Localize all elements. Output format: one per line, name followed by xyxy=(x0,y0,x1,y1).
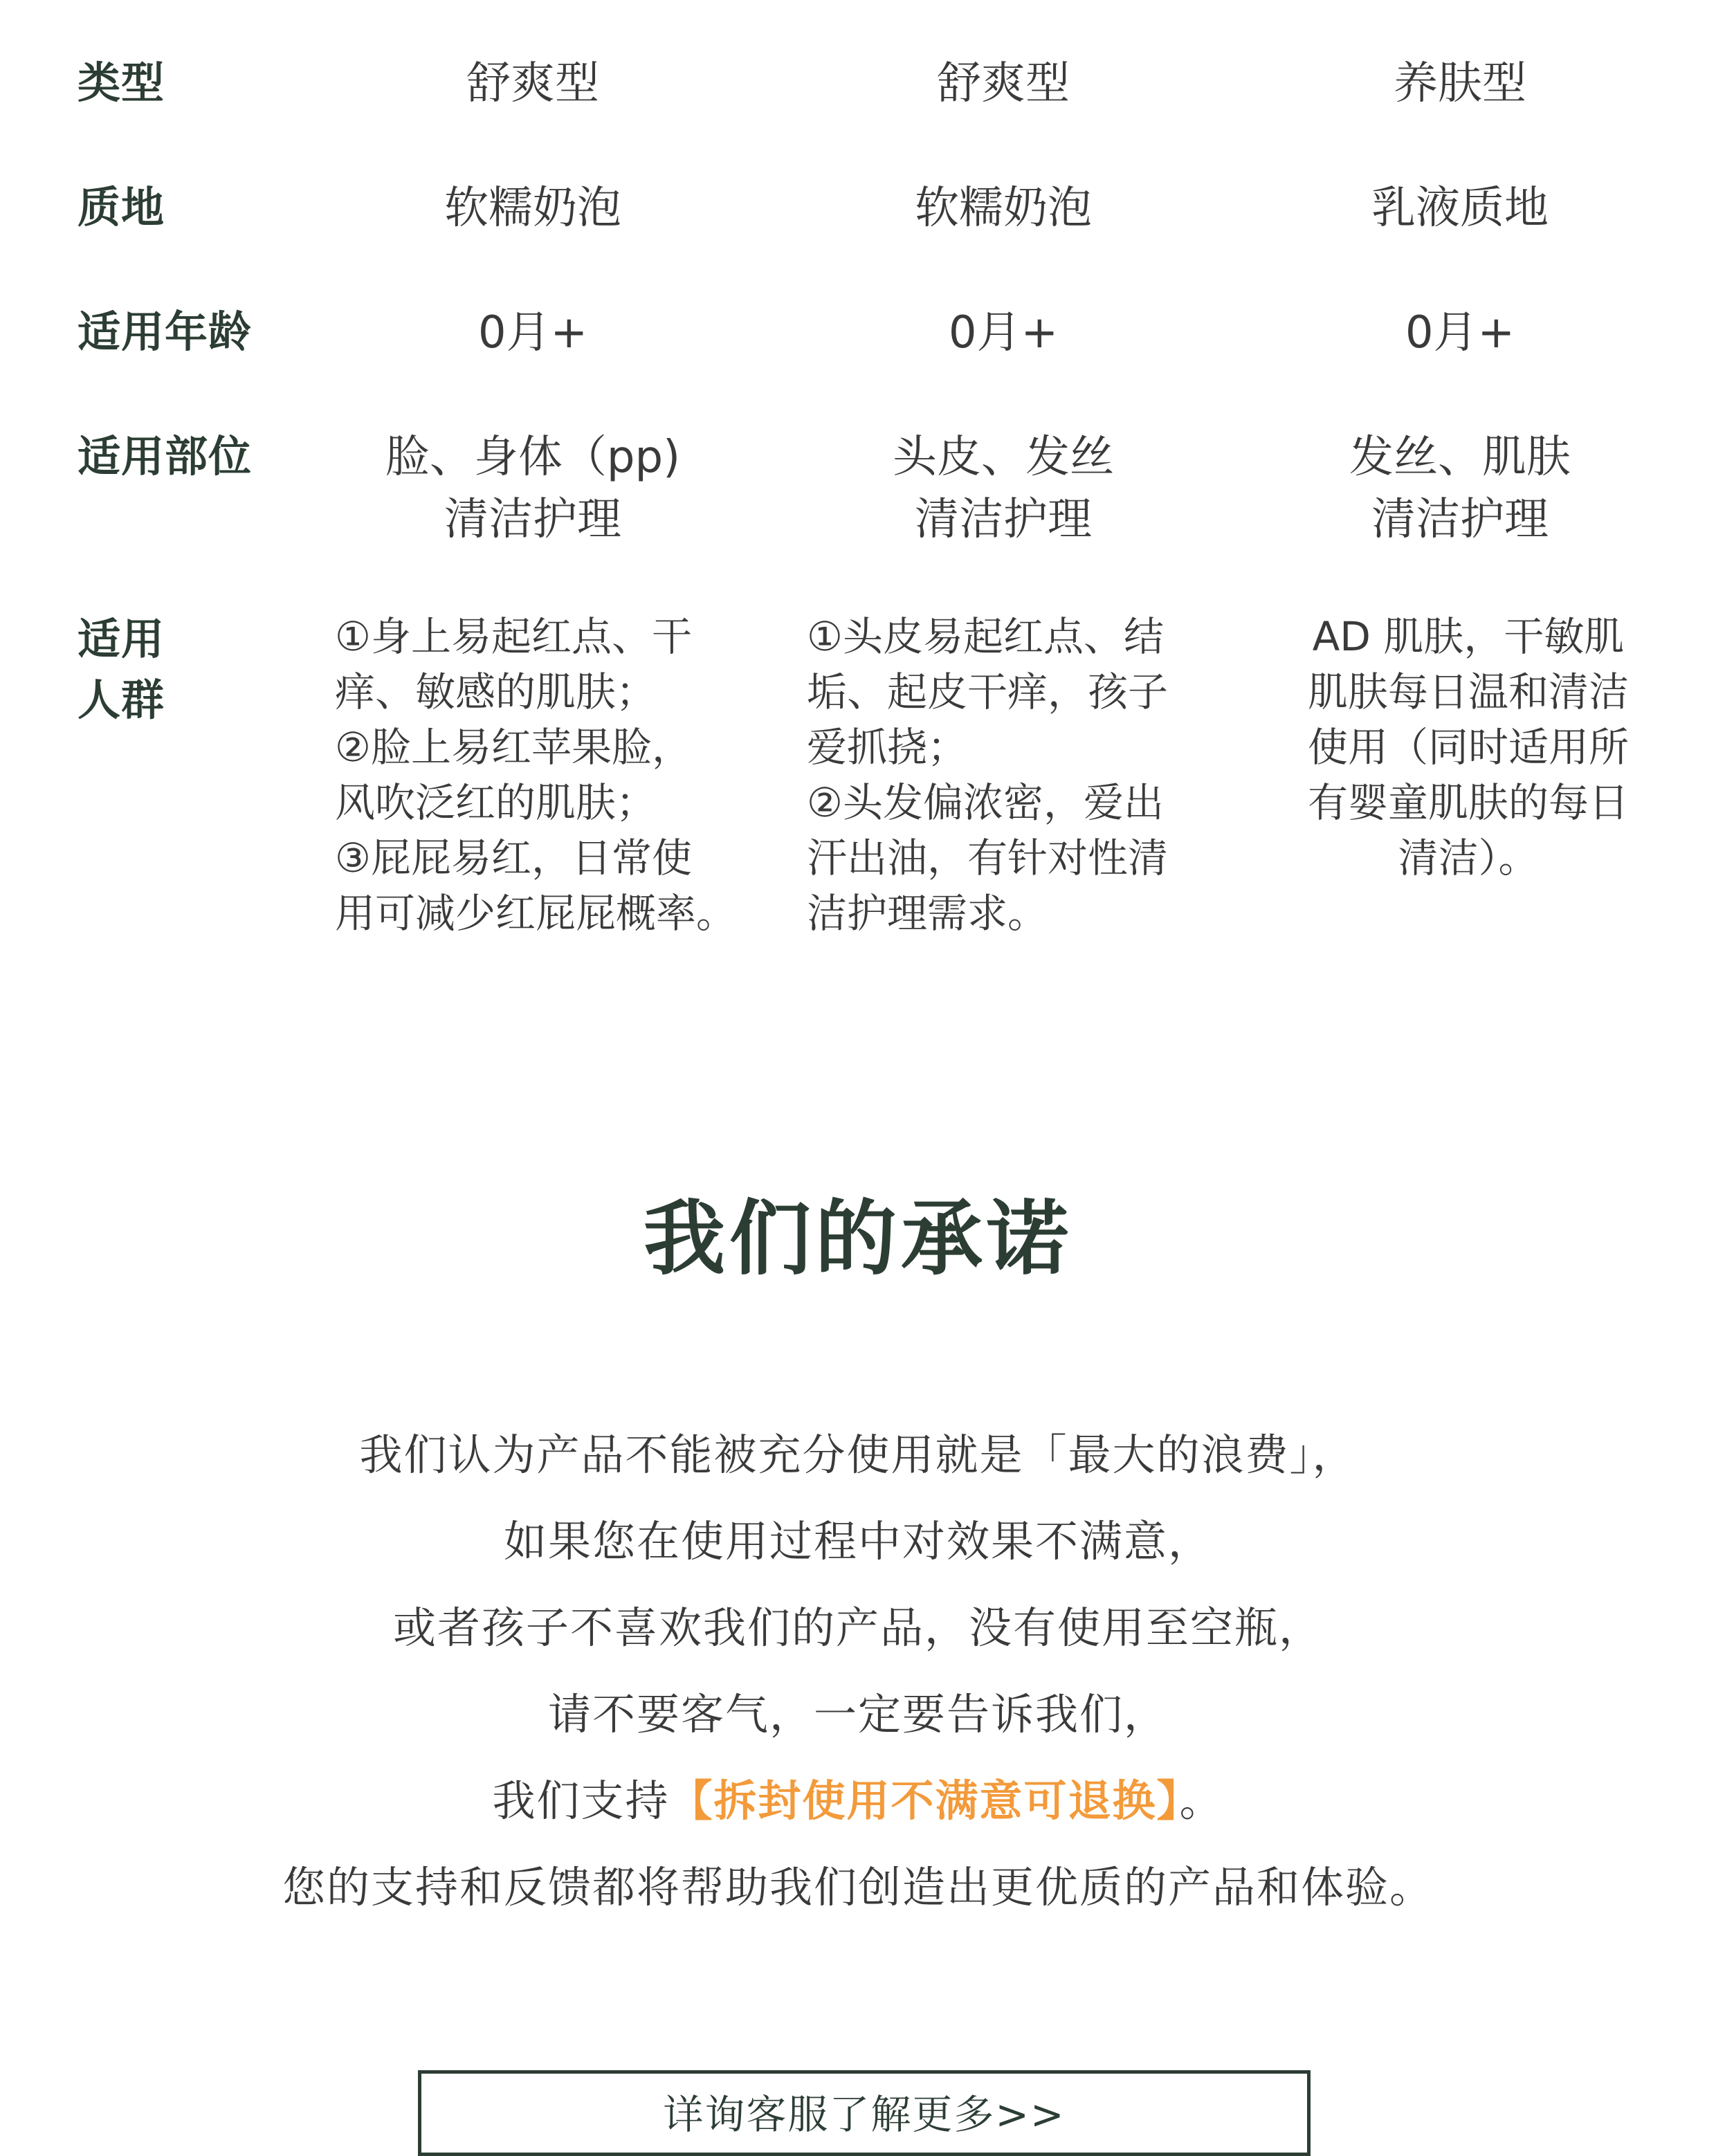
cell-value xyxy=(325,426,740,551)
cell-line: 汗出油，有针对性清 xyxy=(807,834,1169,881)
cell-value: 0月+ xyxy=(948,307,1059,358)
cell-line: 清洁护理 xyxy=(1371,494,1549,545)
cell-line: ①头皮易起红点、结 xyxy=(807,613,1164,660)
cell-value xyxy=(796,426,1211,551)
row-label-line: 人群 xyxy=(77,675,165,725)
cell-line: 清洁护理 xyxy=(444,494,621,545)
promise-text xyxy=(0,1412,1716,1930)
cell-value xyxy=(335,609,778,941)
promise-line: 我们认为产品不能被充分使用就是「最大的浪费」， xyxy=(359,1429,1357,1480)
cell-value: 0月+ xyxy=(1405,307,1515,358)
cell-line: 用可减少红屁屁概率。 xyxy=(335,890,737,937)
cell-value: 养肤型 xyxy=(1394,58,1526,109)
cell-line: 风吹泛红的肌肤； xyxy=(335,779,657,826)
promise-support-line xyxy=(0,1757,1716,1844)
cell-line: 垢、起皮干痒，孩子 xyxy=(807,668,1169,715)
cell-line: 发丝、肌肤 xyxy=(1349,432,1571,483)
cell-value: 软糯奶泡 xyxy=(915,183,1092,234)
support-highlight: 【拆封使用不满意可退换】 xyxy=(669,1775,1180,1826)
cell-line: 洁护理需求。 xyxy=(807,890,1048,937)
support-suffix: 。 xyxy=(1179,1775,1224,1826)
cell-line: 清洁护理 xyxy=(915,494,1092,545)
promise-heading: 我们的承诺 xyxy=(643,1191,1072,1286)
cell-value xyxy=(807,609,1222,941)
cell-line: 肌肤每日温和清洁 xyxy=(1307,668,1629,715)
cell-line: AD 肌肤，干敏肌 xyxy=(1312,613,1625,660)
promise-line: 如果您在使用过程中对效果不满意， xyxy=(503,1516,1212,1566)
row-label xyxy=(77,609,165,731)
cell-line: 使用（同时适用所 xyxy=(1307,724,1629,771)
cell-line: ②脸上易红苹果脸， xyxy=(335,724,692,771)
cell-value xyxy=(1281,609,1655,886)
cell-line: 有婴童肌肤的每日 xyxy=(1307,779,1629,826)
cell-value: 舒爽型 xyxy=(466,58,599,109)
cell-line: ①身上易起红点、干 xyxy=(335,613,692,660)
cell-line: 脸、身体（pp) xyxy=(385,432,681,483)
cell-line: ②头发偏浓密，爱出 xyxy=(807,779,1164,826)
promise-line: 请不要客气，一定要告诉我们， xyxy=(547,1689,1168,1739)
contact-service-button[interactable]: 详询客服了解更多>> xyxy=(418,2070,1311,2156)
cell-value: 乳液质地 xyxy=(1371,183,1549,234)
cell-line: 头皮、发丝 xyxy=(893,432,1114,483)
promise-line: 您的支持和反馈都将帮助我们创造出更优质的产品和体验。 xyxy=(282,1862,1434,1912)
row-label: 适用年龄 xyxy=(77,307,253,357)
support-prefix: 我们支持 xyxy=(492,1775,670,1826)
cell-line: 痒、敏感的肌肤； xyxy=(335,668,657,715)
promise-line: 或者孩子不喜欢我们的产品，没有使用至空瓶， xyxy=(392,1602,1323,1653)
row-label: 质地 xyxy=(77,182,165,232)
cell-line: 爱抓挠； xyxy=(807,724,968,771)
row-label-line: 适用 xyxy=(77,614,165,664)
row-label: 适用部位 xyxy=(77,431,253,482)
cell-value: 软糯奶泡 xyxy=(444,183,621,234)
cell-value: 0月+ xyxy=(477,307,588,358)
row-label: 类型 xyxy=(77,57,165,108)
cell-value: 舒爽型 xyxy=(937,58,1070,109)
cell-line: 清洁）。 xyxy=(1398,834,1539,881)
cell-line: ③屁屁易红，日常使 xyxy=(335,834,692,881)
cell-value xyxy=(1252,426,1668,551)
